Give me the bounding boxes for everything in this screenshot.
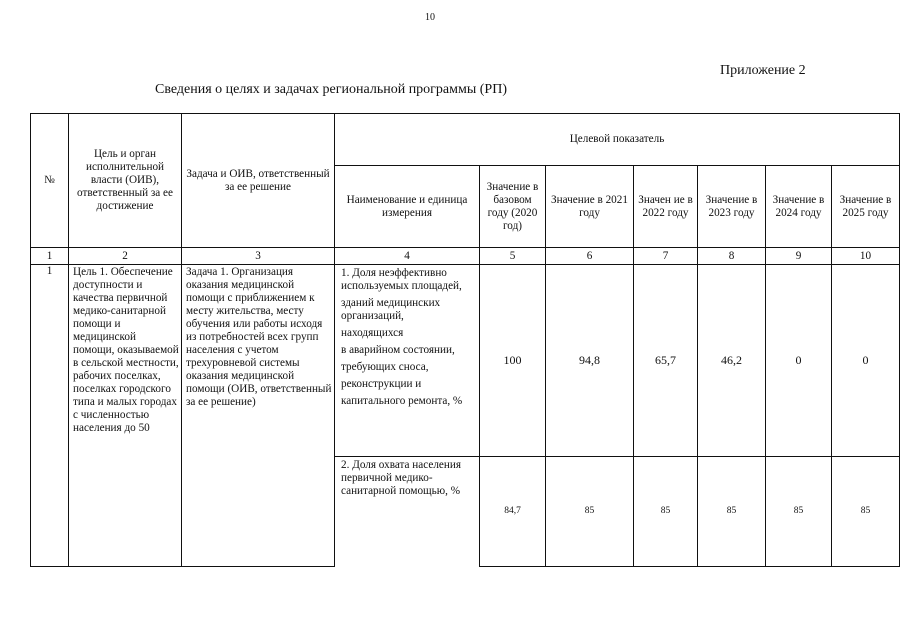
indicator-2-value-2021: 85 — [546, 457, 634, 567]
goals-tasks-table — [30, 113, 900, 567]
indicator-2-name: 2. Доля охвата населения первичной медико-санитарной помощью, % — [335, 457, 480, 567]
column-number: 4 — [335, 248, 480, 265]
indicator-1-line: требующих сноса, — [341, 361, 429, 373]
indicator-1-value-2024: 0 — [766, 265, 832, 457]
indicator-1-line: 1. Доля неэффективно используемых площадей, — [341, 267, 462, 292]
column-number: 10 — [832, 248, 900, 265]
column-number: 2 — [69, 248, 182, 265]
goal-cell: Цель 1. Обеспечение доступности и качества первичной медико-санитарной помощи и медицинской помощи, оказываемой в сельской местности, рабочих поселках, поселках городского типа и малых городах с численностью населения до 50 — [69, 265, 182, 567]
indicator-1-line: капитального ремонта, % — [341, 395, 463, 407]
header-value-2023: Значение в 2023 году — [698, 166, 766, 248]
indicator-1-line: в аварийном состоянии, — [341, 344, 455, 356]
indicator-1-value-2021: 94,8 — [546, 265, 634, 457]
column-number: 9 — [766, 248, 832, 265]
indicator-2-value-2022: 85 — [634, 457, 698, 567]
header-value-2021: Значение в 2021 году — [546, 166, 634, 248]
header-base-value: Значение в базовом году (2020 год) — [480, 166, 546, 248]
column-number: 3 — [182, 248, 335, 265]
indicator-1-value-2022: 65,7 — [634, 265, 698, 457]
header-name-unit: Наименование и единица измерения — [335, 166, 480, 248]
indicator-1-line: реконструкции и — [341, 378, 422, 390]
indicator-2-value-2024: 85 — [766, 457, 832, 567]
column-number: 6 — [546, 248, 634, 265]
header-row-1 — [31, 114, 900, 166]
indicator-1-line: находящихся — [341, 327, 404, 339]
row-number: 1 — [31, 265, 69, 567]
indicator-1-base-value: 100 — [480, 265, 546, 457]
indicator-1-value-2025: 0 — [832, 265, 900, 457]
page-number: 10 — [425, 12, 435, 23]
column-number-row — [31, 248, 900, 265]
header-value-2024: Значение в 2024 году — [766, 166, 832, 248]
column-number: 8 — [698, 248, 766, 265]
task-cell: Задача 1. Организация оказания медицинской помощи с приближением к месту жительства, месту обучения или работы исходя из потребностей всех групп населения с учетом трехуровневой системы оказания медицинской помощи (ОИВ, ответственный за ее решение) — [182, 265, 335, 567]
indicator-1-value-2023: 46,2 — [698, 265, 766, 457]
appendix-label: Приложение 2 — [720, 63, 806, 78]
indicator-2-value-2025: 85 — [832, 457, 900, 567]
indicator-2-value-2023: 85 — [698, 457, 766, 567]
column-number: 5 — [480, 248, 546, 265]
indicator-1-name — [335, 265, 480, 457]
document-title: Сведения о целях и задачах региональной программы (РП) — [155, 82, 507, 97]
header-goal: Цель и орган исполнительной власти (ОИВ), ответственный за ее достижение — [69, 114, 182, 248]
indicator-1-line: зданий медицинских организаций, — [341, 297, 441, 322]
column-number: 7 — [634, 248, 698, 265]
header-task: Задача и ОИВ, ответственный за ее решение — [182, 114, 335, 248]
column-number: 1 — [31, 248, 69, 265]
header-value-2022: Значен ие в 2022 году — [634, 166, 698, 248]
table-row — [31, 265, 900, 457]
indicator-2-base-value: 84,7 — [480, 457, 546, 567]
header-no: № — [31, 114, 69, 248]
header-target-indicator: Целевой показатель — [335, 114, 900, 166]
header-value-2025: Значение в 2025 году — [832, 166, 900, 248]
